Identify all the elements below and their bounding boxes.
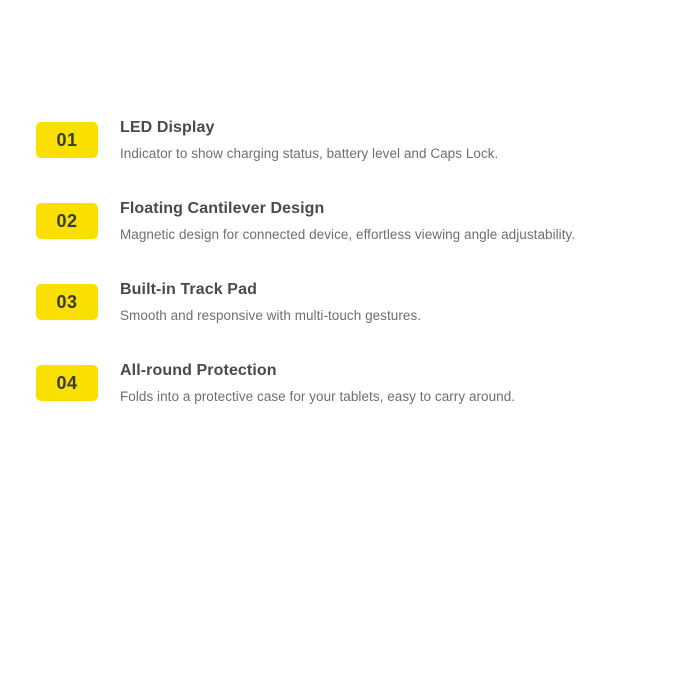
feature-title: LED Display [120, 119, 215, 136]
feature-title: Floating Cantilever Design [120, 200, 325, 218]
feature-number-badge: 01 [36, 122, 98, 158]
feature-text-block [120, 361, 515, 406]
feature-text-block [120, 118, 498, 163]
feature-description: Folds into a protective case for your tablets, easy to carry around. [120, 388, 516, 404]
list-item [36, 199, 670, 244]
feature-number-badge: 04 [36, 365, 98, 401]
feature-text-block [120, 280, 421, 325]
feature-text-block [120, 199, 575, 244]
feature-title: All-round Protection [120, 362, 277, 380]
list-item [36, 280, 670, 325]
feature-title: Built-in Track Pad [120, 281, 257, 299]
list-item [36, 361, 670, 406]
feature-list [36, 118, 670, 406]
feature-number-badge: 03 [36, 284, 98, 320]
list-item [36, 118, 670, 163]
feature-description: Magnetic design for connected device, effortless viewing angle adjustability. [120, 226, 576, 242]
feature-description: Indicator to show charging status, battery level and Caps Lock. [120, 145, 499, 161]
feature-description: Smooth and responsive with multi-touch gestures. [120, 307, 422, 323]
feature-number-badge: 02 [36, 203, 98, 239]
